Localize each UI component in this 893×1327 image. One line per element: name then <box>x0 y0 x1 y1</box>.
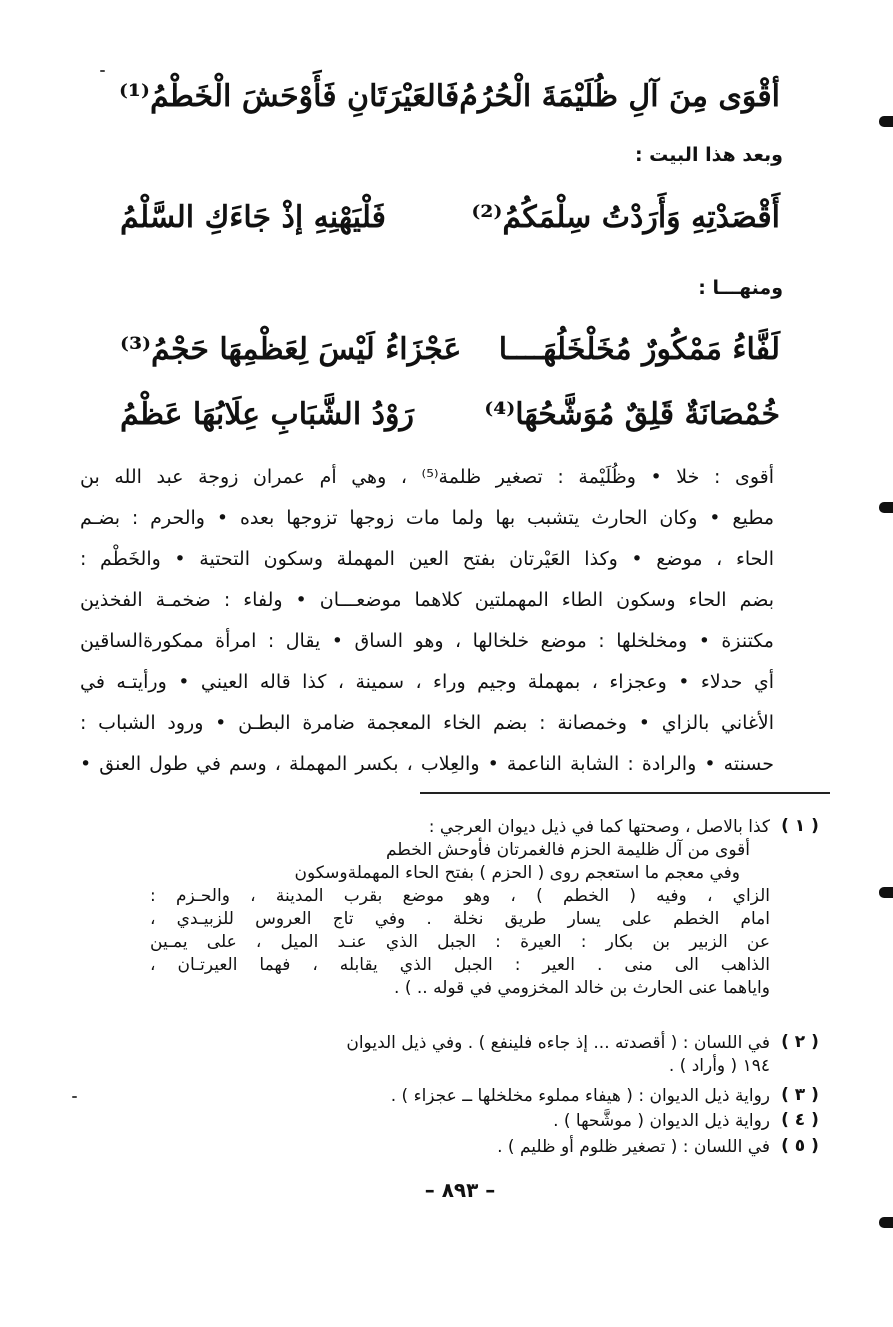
footnote-line: الزاي ، وفيه ( الخطم ) ، وهو موضع بقرب المدينة ، والحـزم : <box>150 886 770 906</box>
page-number: – ٨٩٣ – <box>424 1178 496 1202</box>
verse-1-first-hemistich: أقْوَى مِنَ آلِ ظُلَيْمَةَ الْحُرُمُ <box>459 78 780 114</box>
verse-line-1 <box>120 72 780 120</box>
verse-3-first-hemistich: لَفَّاءُ مَمْكُورٌ مُخَلْخَلُهَــــا <box>498 331 780 367</box>
verse-2-second-hemistich: فَلْيَهْنِهِ إذْ جَاءَكِ السَّلْمُ <box>120 199 386 235</box>
footnote-line: في اللسان : ( تصغير ظلوم أو ظليم ) . <box>497 1137 770 1157</box>
intro-from-it: ومنهـــا : <box>698 277 783 299</box>
commentary-line: أي حدلاء • وعجزاء ، بمهملة وجيم وراء ، سمينة ، كذا قاله العيني • ورأيتـه في <box>80 671 774 693</box>
footnote-line: أقوى من آل ظليمة الحزم فالغمرتان فأوحش الخطم <box>385 840 750 860</box>
footnote-line: كذا بالاصل ، وصحتها كما في ذيل ديوان العرجي : <box>428 817 770 837</box>
verse-3-second-hemistich: عَجْزَاءُ لَيْسَ لِعَظْمِهَا حَجْمُ⁽³⁾ <box>120 331 462 367</box>
verse-line-3 <box>120 325 780 373</box>
scan-mark <box>879 887 893 898</box>
footnote-line: رواية ذيل الديوان ( موشَّحها ) . <box>553 1111 770 1131</box>
footnote-number: ( ٣ ) <box>781 1085 819 1105</box>
commentary-line: أقوى : خلا • وظُلَيْمة : تصغير ظلمة⁽⁵⁾ ، وهي أم عمران زوجة عبد الله بن <box>80 466 774 488</box>
footnote-4 <box>150 1110 830 1133</box>
scan-speck <box>100 70 105 72</box>
commentary-line: مكتنزة • ومخلخلها : موضع خلخالها ، وهو الساق • يقال : امرأة ممكورةالساقين <box>80 630 774 652</box>
verse-line-4 <box>120 390 780 438</box>
verse-4-first-hemistich: خُمْصَانَةٌ قَلِقٌ مُوَشَّحُهَا⁽⁴⁾ <box>484 396 780 432</box>
commentary-line: الأغاني بالزاي • وخمصانة : بضم الخاء المعجمة ضامرة البطـن • ورود الشباب : <box>80 712 774 734</box>
intro-after-verse: وبعد هذا البيت : <box>634 144 783 166</box>
footnote-number: ( ٥ ) <box>781 1136 819 1156</box>
footnote-line: واياهما عنى الحارث بن خالد المخزومي في قوله .. ) . <box>394 978 770 998</box>
scan-speck <box>72 1096 77 1098</box>
commentary-line: الحاء ، موضع • وكذا العَيْرتان بفتح العين المهملة وسكون التحتية • والخَطْم : <box>80 548 774 570</box>
footnote-line: في اللسان : ( أقصدته ... إذ جاءه فلينفع ) . وفي ذيل الديوان <box>346 1033 770 1053</box>
footnote-number: ( ٢ ) <box>781 1032 819 1052</box>
commentary-line: بضم الحاء وسكون الطاء المهملتين كلاهما موضعـــان • ولفاء : ضخمـة الفخذين <box>80 589 774 611</box>
footnote-line: رواية ذيل الديوان : ( هيفاء مملوء مخلخلها ــ عجزاء ) . <box>390 1086 770 1106</box>
footnote-separator <box>420 792 830 794</box>
footnote-1 <box>150 816 830 1000</box>
footnote-line: وفي معجم ما استعجم روى ( الحزم ) بفتح الحاء المهملةوسكون <box>294 863 740 883</box>
verse-1-second-hemistich: فَالعَيْرَتَانِ فَأَوْحَشَ الْخَطْمُ⁽¹⁾ <box>118 78 460 114</box>
scan-mark <box>879 116 893 127</box>
footnote-line: ١٩٤ ( وأراد ) . <box>668 1056 770 1076</box>
scan-mark <box>879 502 893 513</box>
footnote-line: عن الزبير بن بكار : العيرة : الجبل الذي عنـد الميل ، على يمـين <box>150 932 770 952</box>
footnote-line: امام الخطم على يسار طريق نخلة . وفي تاج العروس للزبيـدي ، <box>150 909 770 929</box>
commentary-line: مطيع • وكان الحارث يتشبب بها ولما مات زوجها تزوجها بعده • والحرم : بضـم <box>80 507 774 529</box>
footnote-3 <box>150 1085 830 1108</box>
footnote-5 <box>150 1136 830 1159</box>
footnote-number: ( ٤ ) <box>781 1110 819 1130</box>
scan-mark <box>879 1217 893 1228</box>
verse-line-2 <box>120 193 780 241</box>
footnote-2 <box>150 1032 830 1078</box>
footnote-number: ( ١ ) <box>781 816 819 836</box>
verse-2-first-hemistich: أَقْصَدْتِهِ وَأَرَدْتُ سِلْمَكُمُ⁽²⁾ <box>471 199 780 235</box>
footnote-line: الذاهب الى منى . العير : الجبل الذي يقابله ، فهما العيرتـان ، <box>150 955 770 975</box>
verse-4-second-hemistich: رَوْدُ الشَّبَابِ عِلَابُهَا عَظْمُ <box>120 396 414 432</box>
commentary-paragraph <box>80 457 774 785</box>
commentary-line: حسنته • والرادة : الشابة الناعمة • والعِلاب ، بكسر المهملة ، وسم في طول العنق • <box>80 753 774 775</box>
